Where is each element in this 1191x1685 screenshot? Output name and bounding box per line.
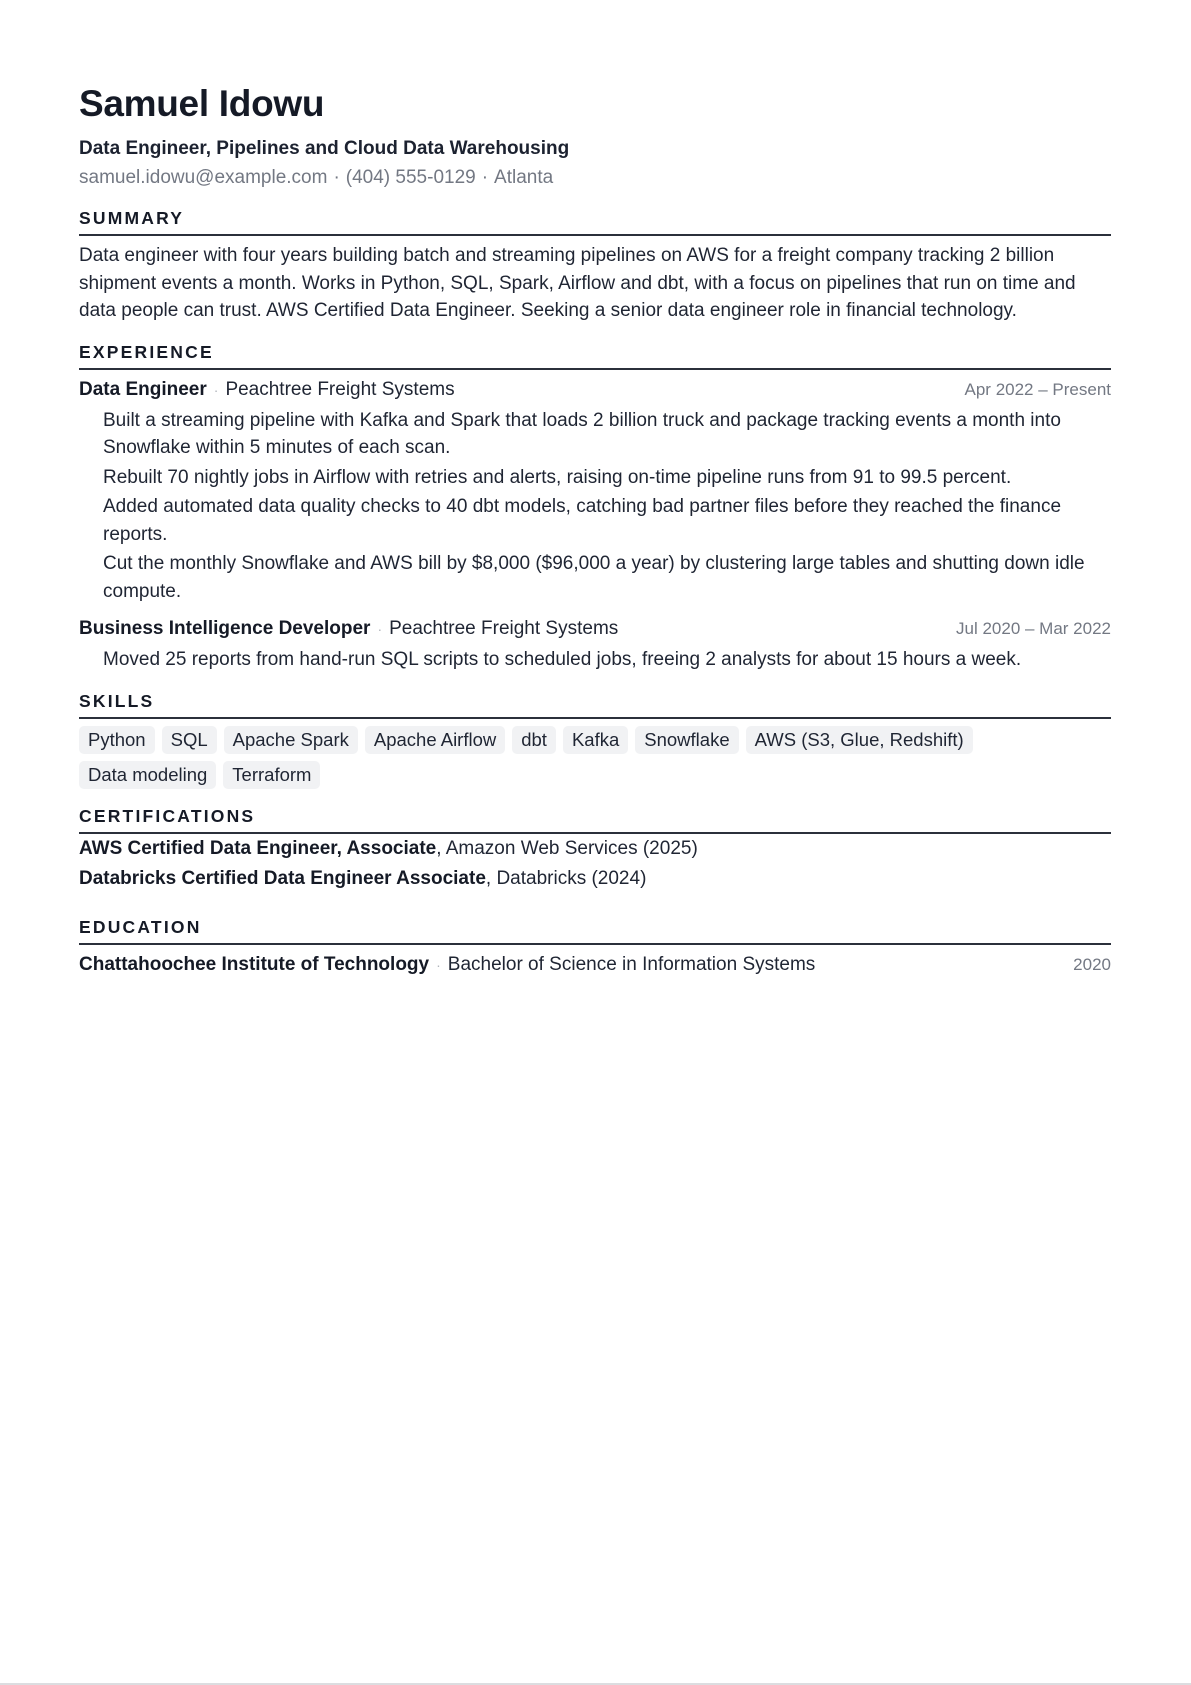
job-header bbox=[79, 615, 1111, 644]
contact-line bbox=[79, 165, 1111, 191]
job-bullet: Moved 25 reports from hand-run SQL scripts to scheduled jobs, freeing 2 analysts for about 15 hours a week. bbox=[103, 649, 1022, 670]
certification-item bbox=[79, 834, 1111, 864]
contact-email: samuel.idowu@example.com bbox=[79, 167, 328, 188]
skill-chip: Python bbox=[79, 726, 155, 754]
job-company: Peachtree Freight Systems bbox=[225, 378, 455, 400]
inline-separator: · bbox=[213, 381, 219, 398]
contact-phone: (404) 555-0129 bbox=[345, 167, 476, 188]
job-entry bbox=[79, 615, 1111, 674]
experience-section bbox=[79, 341, 1111, 674]
skill-chip: Kafka bbox=[563, 726, 628, 754]
skill-chip: dbt bbox=[512, 726, 556, 754]
job-title-line bbox=[79, 376, 455, 405]
section-title-education: EDUCATION bbox=[79, 916, 1111, 945]
candidate-headline: Data Engineer, Pipelines and Cloud Data Warehousing bbox=[79, 138, 570, 159]
job-role: Data Engineer bbox=[79, 378, 207, 400]
job-bullets bbox=[79, 407, 1111, 606]
certification-detail: , Databricks (2024) bbox=[485, 867, 647, 889]
contact-separator: · bbox=[333, 167, 340, 188]
education-school: Chattahoochee Institute of Technology bbox=[79, 953, 430, 975]
job-bullet: Rebuilt 70 nightly jobs in Airflow with retries and alerts, raising on-time pipeline runs from 91 to 99.5 percent. bbox=[103, 466, 1012, 488]
inline-separator: · bbox=[436, 956, 441, 973]
candidate-name: Samuel Idowu bbox=[79, 83, 325, 124]
skill-chip: Apache Spark bbox=[224, 726, 358, 754]
certification-name: Databricks Certified Data Engineer Associate bbox=[79, 867, 486, 889]
job-title-line bbox=[79, 615, 618, 644]
summary-section bbox=[79, 207, 1111, 325]
education-line bbox=[79, 951, 815, 980]
job-dates: Apr 2022 – Present bbox=[964, 379, 1111, 399]
section-title-skills: SKILLS bbox=[79, 690, 1111, 719]
skill-chip: AWS (S3, Glue, Redshift) bbox=[746, 726, 973, 754]
contact-separator: · bbox=[481, 167, 489, 188]
certification-name: AWS Certified Data Engineer, Associate bbox=[79, 837, 437, 859]
job-dates: Jul 2020 – Mar 2022 bbox=[956, 619, 1111, 638]
certification-detail: , Amazon Web Services (2025) bbox=[436, 837, 698, 859]
certifications-section bbox=[79, 805, 1111, 894]
job-company: Peachtree Freight Systems bbox=[389, 618, 619, 639]
job-header bbox=[79, 376, 1111, 405]
job-entry bbox=[79, 376, 1111, 606]
education-section bbox=[79, 916, 1111, 980]
skill-chip: SQL bbox=[162, 726, 217, 754]
job-role: Business Intelligence Developer bbox=[79, 618, 371, 639]
skill-chip: Snowflake bbox=[635, 726, 738, 754]
summary-text: Data engineer with four years building batch and streaming pipelines on AWS for a freight company tracking 2 billion shipment events a month. Works in Python, SQL, Spark, Airflow and dbt, with a focus on pipelines that run on time and data people can trust. AWS Certified Data Engineer. Seeking a senior data engineer role in financial technology. bbox=[79, 245, 1076, 321]
inline-separator: · bbox=[377, 621, 383, 637]
skill-chips bbox=[79, 726, 1111, 789]
job-bullet: Cut the monthly Snowflake and AWS bill by $8,000 ($96,000 a year) by clustering large tables and shutting down idle compute. bbox=[103, 553, 1085, 602]
education-entry bbox=[79, 951, 1111, 980]
skill-chip: Terraform bbox=[223, 761, 320, 789]
section-title-summary: SUMMARY bbox=[79, 207, 1111, 236]
skills-section bbox=[79, 690, 1111, 789]
job-bullets bbox=[79, 646, 1111, 674]
job-bullet: Added automated data quality checks to 40 dbt models, catching bad partner files before they reached the finance reports. bbox=[103, 496, 1062, 545]
skill-chip: Data modeling bbox=[79, 761, 216, 789]
education-degree: Bachelor of Science in Information Systems bbox=[447, 953, 816, 975]
contact-location: Atlanta bbox=[494, 167, 554, 188]
skill-chip: Apache Airflow bbox=[365, 726, 505, 754]
job-bullet: Built a streaming pipeline with Kafka and Spark that loads 2 billion truck and package tracking events a month into Snowflake within 5 minutes of each scan. bbox=[103, 409, 1061, 458]
certification-item bbox=[79, 864, 1111, 894]
education-year: 2020 bbox=[1073, 954, 1111, 974]
section-title-experience: EXPERIENCE bbox=[79, 341, 1111, 370]
section-title-certifications: CERTIFICATIONS bbox=[79, 805, 1111, 834]
resume-page bbox=[79, 78, 1111, 980]
